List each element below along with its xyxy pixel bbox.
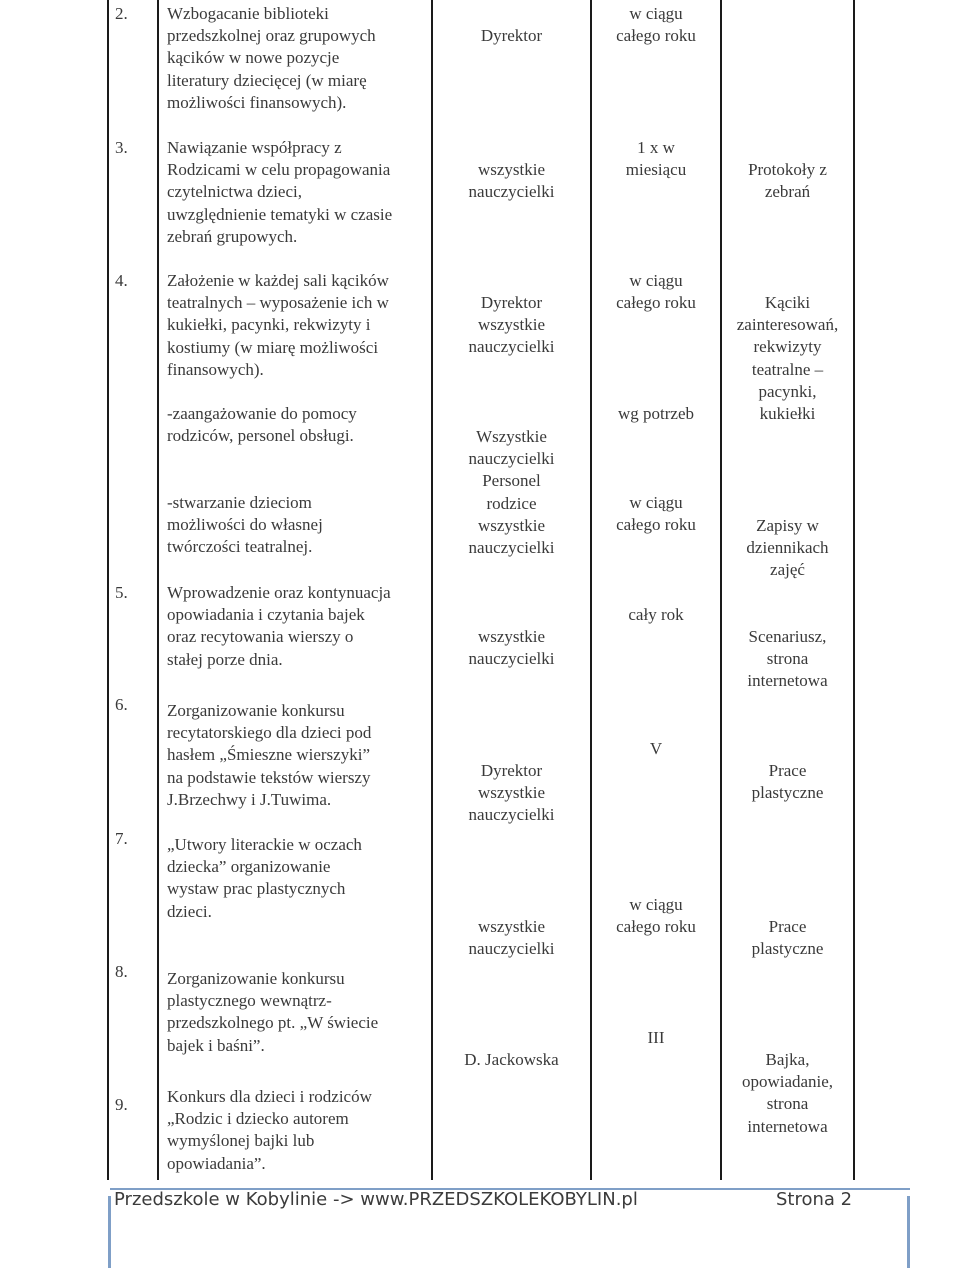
- row-5-term: cały rok: [628, 605, 684, 624]
- footer-website: Przedszkole w Kobylinie -> www.PRZEDSZKOLEKOBYLIN.pl: [114, 1189, 638, 1210]
- page-corner-right: [907, 1196, 910, 1268]
- row-2-task: Wzbogacanie biblioteki przedszkolnej oraz grupowych kącików w nowe pozycje literatury dziecięcej (w miarę możliwości finansowych).: [167, 4, 376, 112]
- row-4-documentation-corners: Kąciki zainteresowań, rekwizyty teatralne – pacynki, kukiełki: [736, 293, 839, 424]
- row-3-task: Nawiązanie współpracy z Rodzicami w celu propagowania czytelnictwa dzieci, uwzględnienie tematyki w czasie zebrań grupowych.: [167, 138, 393, 246]
- row-9-documentation: Bajka, opowiadanie, strona internetowa: [741, 1050, 834, 1136]
- row-5-documentation: Scenariusz, strona internetowa: [747, 627, 828, 691]
- row-8-task: Zorganizowanie konkursu plastycznego wewnątrz- przedszkolnego pt. „W świecie bajek i baśni”.: [167, 969, 379, 1055]
- row-6-documentation: Prace plastyczne: [751, 761, 824, 803]
- row-7-term: w ciągu całego roku: [616, 895, 696, 937]
- row-5-task: Wprowadzenie oraz kontynuacja opowiadania i czytania bajek oraz recytowania wierszy o stałej porze dnia.: [167, 583, 391, 669]
- row-3-responsible: wszystkie nauczycielki: [468, 160, 555, 202]
- row-7-number: 7.: [115, 829, 128, 848]
- row-4-task-creativity: -stwarzanie dzieciom możliwości do własnej twórczości teatralnej.: [167, 493, 323, 557]
- row-4-task-main: Założenie w każdej sali kącików teatralnych – wyposażenie ich w kukiełki, pacynki, rekwizyty i kostiumy (w miarę możliwości finansowych).: [167, 271, 389, 379]
- row-6-task: Zorganizowanie konkursu recytatorskiego dla dzieci pod hasłem „Śmieszne wierszyki” na podstawie tekstów wierszy J.Brzechwy i J.Tuwima.: [167, 701, 372, 809]
- row-6-term: V: [649, 739, 663, 758]
- footer-page-number: Strona 2: [776, 1189, 853, 1210]
- row-3-documentation: Protokoły z zebrań: [748, 160, 827, 202]
- row-4-responsible-main: Dyrektor wszystkie nauczycielki: [468, 293, 555, 357]
- table-border-left: [107, 0, 109, 1180]
- row-7-responsible: wszystkie nauczycielki: [468, 917, 555, 959]
- row-7-documentation: Prace plastyczne: [751, 917, 824, 959]
- row-9-responsible: D. Jackowska: [464, 1050, 559, 1069]
- row-5-number: 5.: [115, 583, 128, 602]
- row-2-term: w ciągu całego roku: [616, 4, 696, 46]
- table-border-num-task: [157, 0, 159, 1180]
- row-9-task: Konkurs dla dzieci i rodziców „Rodzic i dziecko autorem wymyślonej bajki lub opowiadania”.: [167, 1087, 372, 1173]
- row-4-term-main: w ciągu całego roku: [616, 271, 696, 313]
- row-3-number: 3.: [115, 138, 128, 157]
- row-7-task: „Utwory literackie w oczach dziecka” organizowanie wystaw prac plastycznych dzieci.: [167, 835, 362, 921]
- row-2-number: 2.: [115, 4, 128, 23]
- row-6-number: 6.: [115, 695, 128, 714]
- row-6-responsible: Dyrektor wszystkie nauczycielki: [468, 761, 555, 825]
- row-2-responsible: Dyrektor: [480, 26, 543, 45]
- row-4-number: 4.: [115, 271, 128, 290]
- row-4-term-creativity: w ciągu całego roku: [616, 493, 696, 535]
- table-border-right: [853, 0, 855, 1180]
- row-5-responsible: wszystkie nauczycielki: [468, 627, 555, 669]
- row-4-documentation-records: Zapisy w dziennikach zajęć: [746, 516, 829, 580]
- row-4-task-parents: -zaangażowanie do pomocy rodziców, personel obsługi.: [167, 404, 357, 446]
- row-8-term: III: [647, 1028, 665, 1047]
- row-4-responsible-support: Wszystkie nauczycielki Personel rodzice wszystkie nauczycielki: [468, 427, 555, 558]
- page-corner-left: [108, 1196, 111, 1268]
- row-9-number: 9.: [115, 1095, 128, 1114]
- row-3-term: 1 x w miesiącu: [625, 138, 687, 180]
- row-8-number: 8.: [115, 962, 128, 981]
- row-4-term-as-needed: wg potrzeb: [617, 404, 694, 423]
